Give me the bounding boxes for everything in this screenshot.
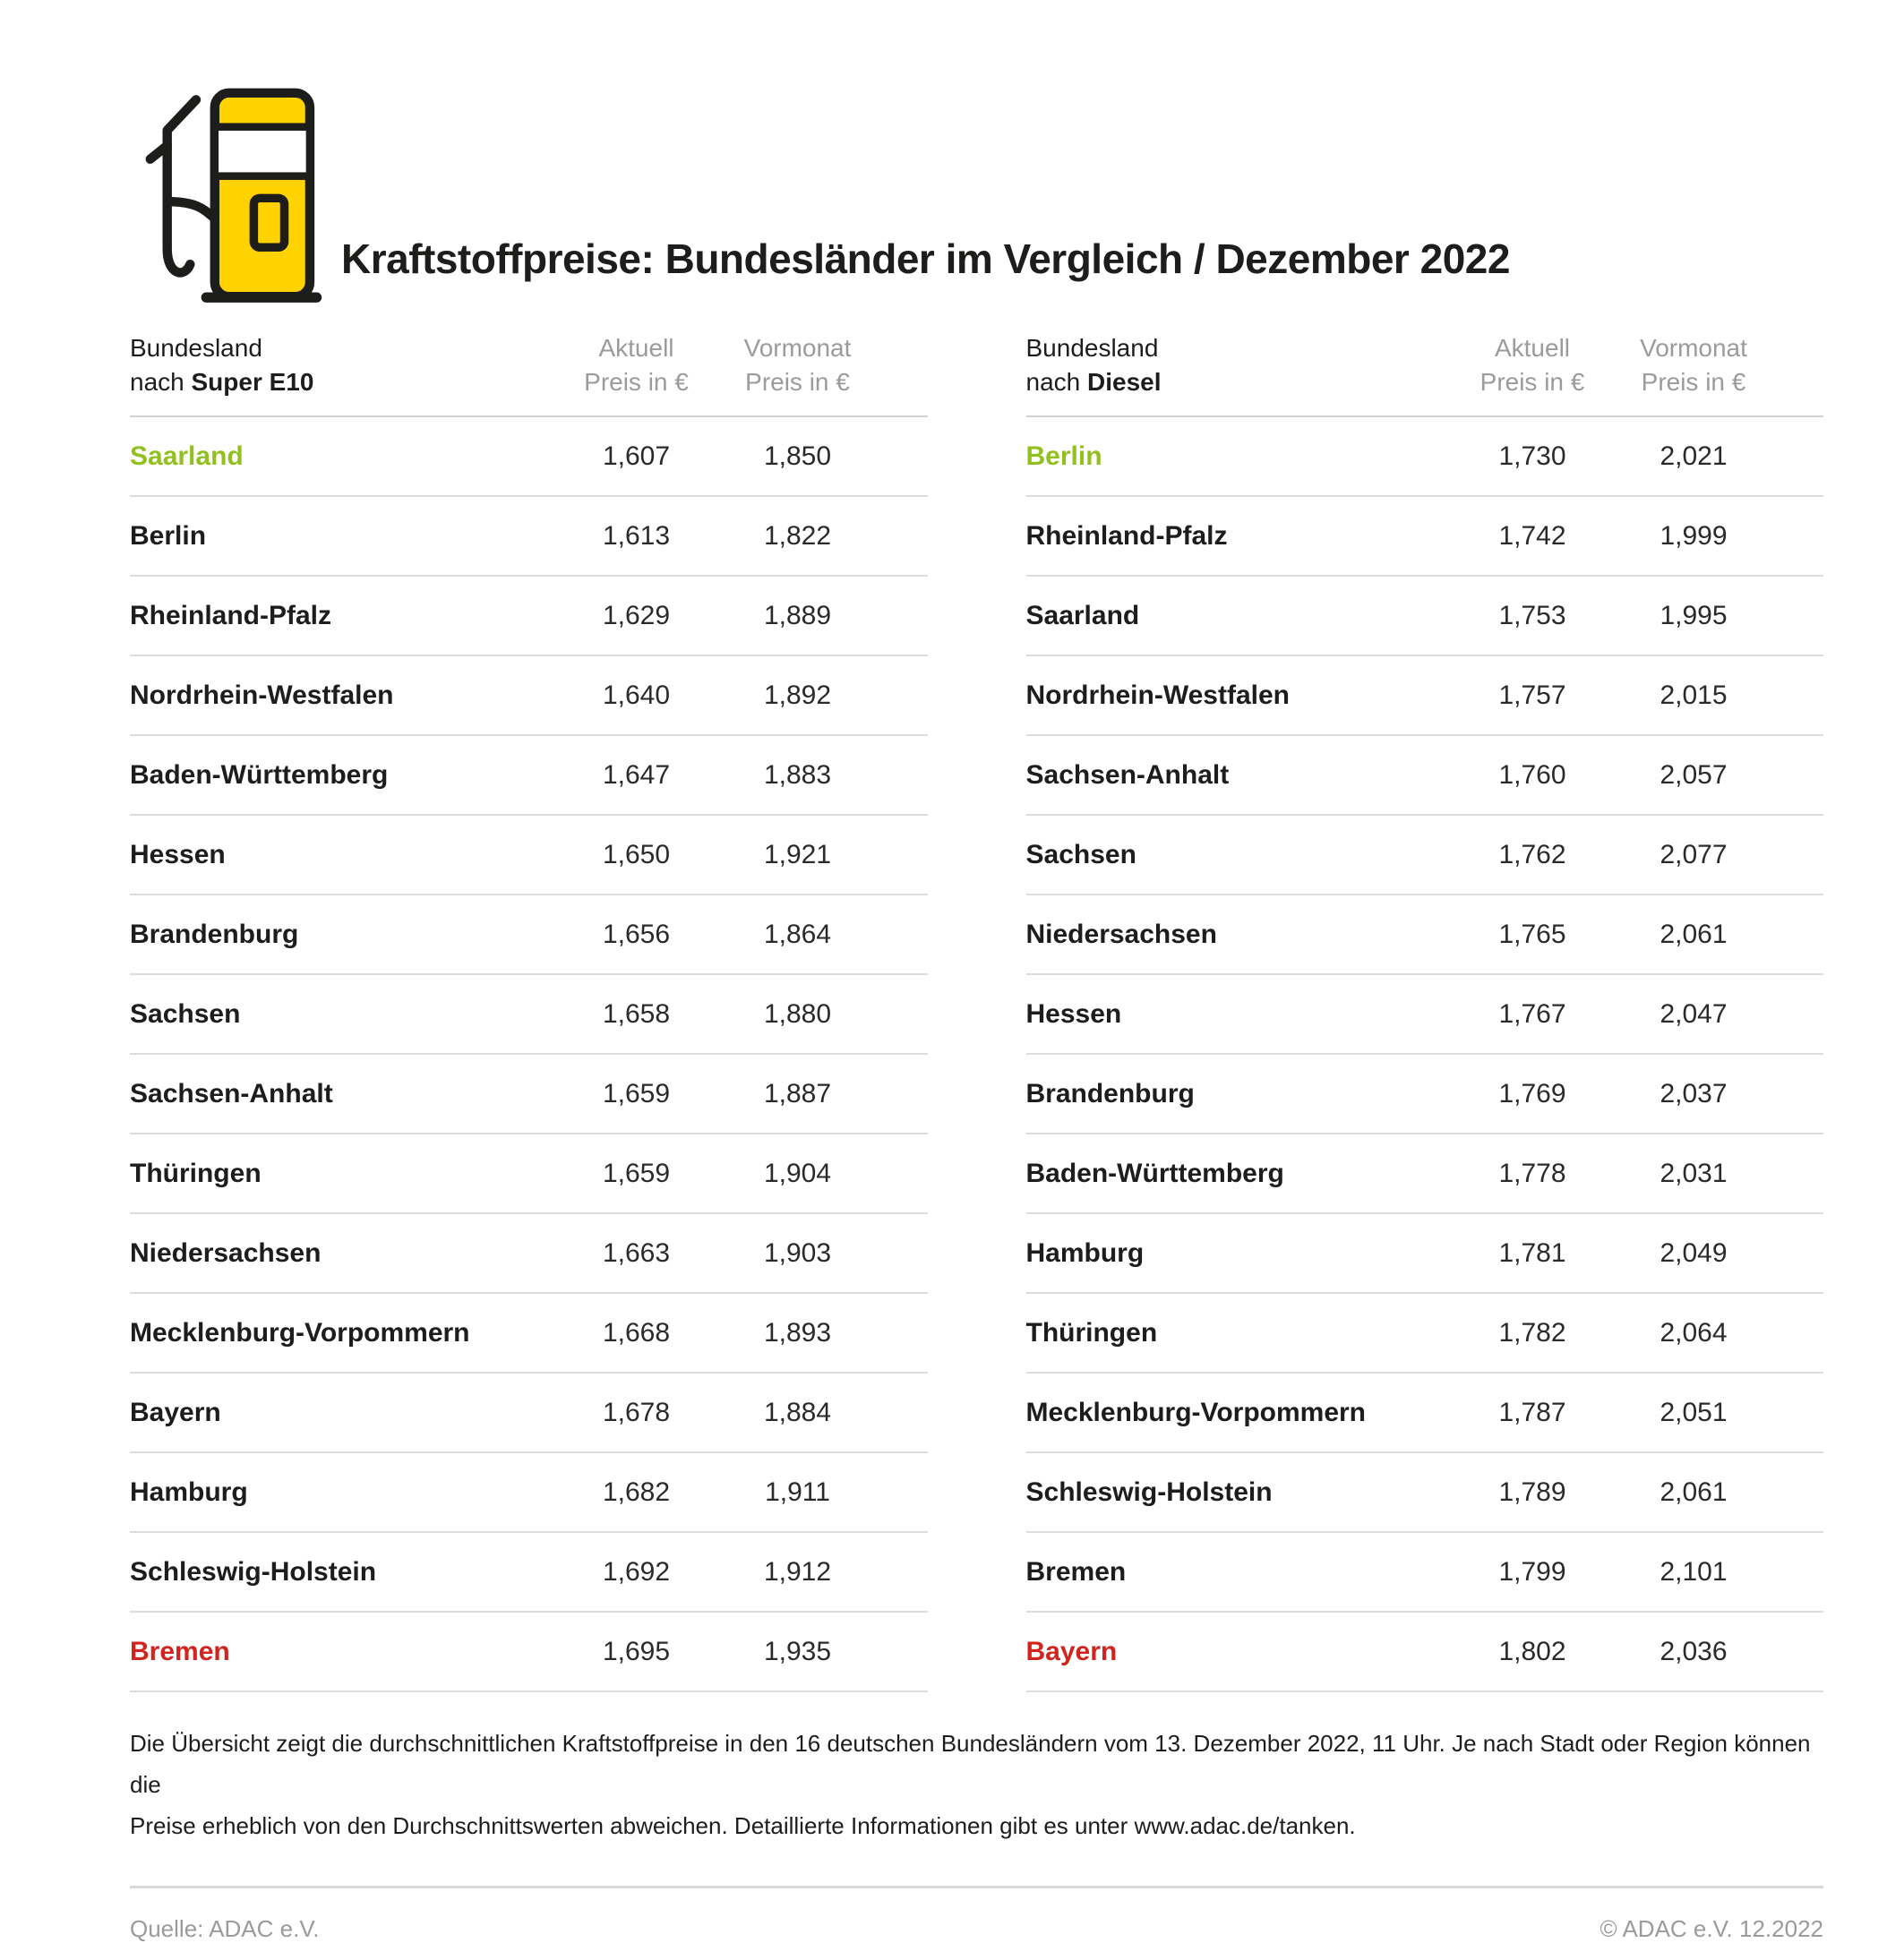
price-current: 1,629 (602, 600, 671, 630)
table-header (130, 331, 928, 417)
price-current: 1,760 (1498, 759, 1566, 790)
price-current: 1,799 (1498, 1556, 1566, 1587)
state-name: Thüringen (130, 1158, 262, 1188)
price-current: 1,658 (602, 998, 671, 1029)
state-name: Sachsen-Anhalt (130, 1078, 333, 1108)
price-current: 1,782 (1498, 1317, 1566, 1348)
table-row (130, 736, 928, 816)
state-name: Thüringen (1025, 1317, 1158, 1348)
price-current: 1,682 (602, 1477, 671, 1507)
fuel-label-prefix: nach (130, 368, 192, 396)
price-current: 1,607 (602, 441, 671, 471)
price-current: 1,663 (602, 1237, 671, 1268)
price-previous: 1,887 (763, 1078, 832, 1108)
price-previous: 1,884 (763, 1397, 832, 1427)
table-row (1026, 1134, 1824, 1214)
column-header-aktuell (556, 331, 717, 399)
column-header-vormonat (717, 331, 879, 399)
state-name: Schleswig-Holstein (130, 1556, 377, 1587)
state-name: Mecklenburg-Vorpommern (1025, 1397, 1366, 1427)
table-row (130, 656, 928, 736)
state-name: Saarland (130, 441, 244, 471)
price-previous: 1,995 (1660, 600, 1728, 630)
column-header-aktuell (1452, 331, 1613, 399)
state-name: Sachsen (1025, 839, 1136, 869)
state-name: Hessen (130, 839, 226, 869)
column-header-line1: Aktuell (1494, 334, 1571, 362)
state-name: Mecklenburg-Vorpommern (130, 1317, 470, 1348)
table-row (1026, 1055, 1824, 1134)
table-row (1026, 656, 1824, 736)
price-current: 1,769 (1498, 1078, 1566, 1108)
table-row (1026, 736, 1824, 816)
copyright-label: © ADAC e.V. 12.2022 (1600, 1915, 1823, 1942)
state-name: Bayern (1025, 1636, 1118, 1666)
price-previous: 1,892 (763, 680, 832, 710)
table-row (130, 1374, 928, 1453)
table-row (1026, 1533, 1824, 1613)
page-title: Kraftstoffpreise: Bundesländer im Vergleich / Dezember 2022 (341, 235, 1510, 282)
column-header-line2 (1026, 365, 1453, 399)
column-header-line2 (130, 365, 556, 399)
price-previous: 2,057 (1660, 759, 1728, 790)
price-previous: 2,051 (1660, 1397, 1728, 1427)
price-previous: 1,883 (763, 759, 832, 790)
state-name: Sachsen-Anhalt (1025, 759, 1230, 790)
price-previous: 2,077 (1660, 839, 1728, 869)
state-name: Niedersachsen (1025, 919, 1217, 949)
price-previous: 2,047 (1660, 998, 1728, 1029)
column-header-vormonat (1613, 331, 1774, 399)
table-row (130, 497, 928, 577)
fuel-label: Super E10 (191, 368, 314, 396)
price-previous: 2,061 (1660, 1477, 1728, 1507)
price-current: 1,757 (1498, 680, 1566, 710)
footnote-line-2: Preise erheblich von den Durchschnittswerten abweichen. Detaillierte Informationen gibt es unter www.adac.de/tanken. (130, 1812, 1356, 1839)
table-super-e10 (130, 331, 928, 1692)
table-row (130, 1134, 928, 1214)
table-row (130, 1613, 928, 1692)
state-name: Saarland (1025, 600, 1140, 630)
footnote (130, 1723, 1823, 1846)
state-name: Bremen (1025, 1556, 1127, 1587)
price-previous: 2,064 (1660, 1317, 1728, 1348)
price-previous: 2,049 (1660, 1237, 1728, 1268)
state-name: Schleswig-Holstein (1025, 1477, 1273, 1507)
state-name: Nordrhein-Westfalen (1025, 680, 1290, 710)
table-row (130, 895, 928, 975)
table-row (1026, 1214, 1824, 1294)
table-row (1026, 1374, 1824, 1453)
state-name: Baden-Württemberg (1025, 1158, 1284, 1188)
price-current: 1,659 (602, 1158, 671, 1188)
price-previous: 2,036 (1660, 1636, 1728, 1666)
table-row (1026, 577, 1824, 656)
column-header-line2: Preis in € (584, 368, 689, 396)
price-previous: 1,893 (763, 1317, 832, 1348)
price-current: 1,789 (1498, 1477, 1566, 1507)
table-row (1026, 816, 1824, 895)
table-body (130, 417, 928, 1692)
price-current: 1,787 (1498, 1397, 1566, 1427)
price-previous: 1,912 (763, 1556, 832, 1587)
fuel-label: Diesel (1087, 368, 1162, 396)
table-row (130, 577, 928, 656)
price-previous: 2,015 (1660, 680, 1728, 710)
state-name: Hessen (1025, 998, 1122, 1029)
price-current: 1,640 (602, 680, 671, 710)
price-previous: 1,880 (763, 998, 832, 1029)
table-row (130, 816, 928, 895)
state-name: Brandenburg (1025, 1078, 1195, 1108)
state-name: Nordrhein-Westfalen (130, 680, 394, 710)
state-name: Baden-Württemberg (130, 759, 389, 790)
price-current: 1,613 (602, 520, 671, 551)
price-current: 1,656 (602, 919, 671, 949)
price-previous: 1,999 (1660, 520, 1728, 551)
column-header-line1: Aktuell (598, 334, 674, 362)
price-current: 1,659 (602, 1078, 671, 1108)
price-current: 1,778 (1498, 1158, 1566, 1188)
footnote-line-1: Die Übersicht zeigt die durchschnittlichen Kraftstoffpreise in den 16 deutschen Bundesländern vom 13. Dezember 2022, 11 Uhr. Je nach Stadt oder Region können die (130, 1730, 1811, 1798)
column-header-line2: Preis in € (1641, 368, 1746, 396)
price-current: 1,678 (602, 1397, 671, 1427)
price-current: 1,781 (1498, 1237, 1566, 1268)
state-name: Rheinland-Pfalz (1025, 520, 1228, 551)
table-header (1026, 331, 1824, 417)
fuel-pump-icon (130, 82, 325, 308)
table-row (130, 1055, 928, 1134)
price-previous: 1,921 (763, 839, 832, 869)
price-current: 1,695 (602, 1636, 671, 1666)
source-label: Quelle: ADAC e.V. (130, 1915, 320, 1942)
price-previous: 1,864 (763, 919, 832, 949)
table-row (130, 1214, 928, 1294)
column-header-line1: Vormonat (1640, 334, 1747, 362)
price-previous: 1,889 (763, 600, 832, 630)
column-header-line2: Preis in € (1479, 368, 1585, 396)
column-header-line1: Bundesland (1025, 334, 1159, 362)
column-header-bundesland (130, 331, 556, 399)
masthead (130, 0, 1823, 308)
price-previous: 2,037 (1660, 1078, 1728, 1108)
price-previous: 1,904 (763, 1158, 832, 1188)
price-previous: 2,101 (1660, 1556, 1728, 1587)
state-name: Berlin (1025, 441, 1102, 471)
price-previous: 1,911 (765, 1477, 830, 1507)
state-name: Hamburg (130, 1477, 248, 1507)
state-name: Bremen (130, 1636, 230, 1666)
table-row (130, 1533, 928, 1613)
state-name: Bayern (130, 1397, 221, 1427)
price-current: 1,762 (1498, 839, 1566, 869)
price-current: 1,650 (602, 839, 671, 869)
price-previous: 1,822 (763, 520, 832, 551)
price-previous: 1,935 (763, 1636, 832, 1666)
column-header-line1: Bundesland (130, 334, 262, 362)
table-row (130, 417, 928, 497)
column-header-line2: Preis in € (745, 368, 850, 396)
table-row (1026, 497, 1824, 577)
table-body (1026, 417, 1824, 1692)
state-name: Brandenburg (130, 919, 299, 949)
price-tables (130, 331, 1823, 1692)
table-row (1026, 1294, 1824, 1374)
price-current: 1,668 (602, 1317, 671, 1348)
state-name: Sachsen (130, 998, 241, 1029)
price-current: 1,730 (1498, 441, 1566, 471)
price-current: 1,753 (1498, 600, 1566, 630)
price-current: 1,765 (1498, 919, 1566, 949)
fuel-label-prefix: nach (1025, 368, 1087, 396)
price-current: 1,647 (602, 759, 671, 790)
price-current: 1,767 (1498, 998, 1566, 1029)
column-header-bundesland (1026, 331, 1453, 399)
table-row (1026, 1453, 1824, 1533)
table-row (1026, 895, 1824, 975)
state-name: Hamburg (1025, 1237, 1145, 1268)
price-previous: 2,031 (1660, 1158, 1728, 1188)
price-current: 1,802 (1498, 1636, 1566, 1666)
price-previous: 2,021 (1660, 441, 1728, 471)
price-previous: 1,850 (763, 441, 832, 471)
state-name: Rheinland-Pfalz (130, 600, 332, 630)
table-diesel (1026, 331, 1824, 1692)
table-row (1026, 1613, 1824, 1692)
price-current: 1,742 (1498, 520, 1566, 551)
table-row (130, 975, 928, 1055)
price-current: 1,692 (602, 1556, 671, 1587)
table-row (130, 1453, 928, 1533)
price-previous: 2,061 (1660, 919, 1728, 949)
source-bar (130, 1888, 1823, 1943)
price-previous: 1,903 (763, 1237, 832, 1268)
table-row (130, 1294, 928, 1374)
state-name: Berlin (130, 520, 207, 551)
table-row (1026, 417, 1824, 497)
column-header-line1: Vormonat (743, 334, 852, 362)
table-row (1026, 975, 1824, 1055)
state-name: Niedersachsen (130, 1237, 322, 1268)
